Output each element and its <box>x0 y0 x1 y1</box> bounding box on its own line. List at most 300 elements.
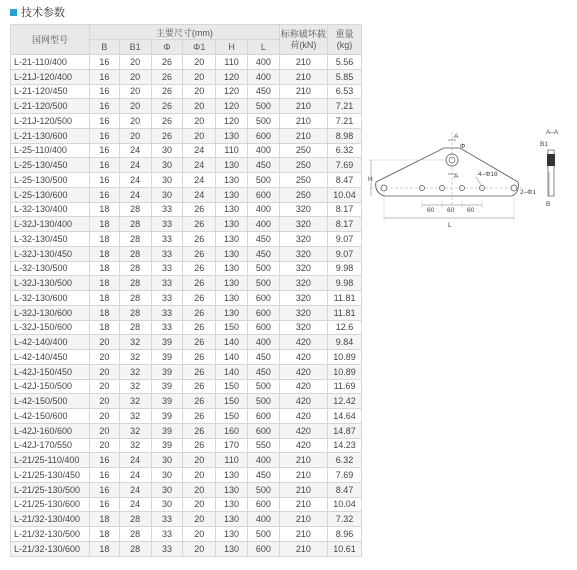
table-cell: 210 <box>279 69 327 84</box>
table-cell: 20 <box>183 482 216 497</box>
table-cell: 24 <box>119 173 151 188</box>
table-cell: 26 <box>151 128 183 143</box>
table-cell: 9.07 <box>328 246 362 261</box>
table-cell: 30 <box>151 143 183 158</box>
table-cell: 7.32 <box>328 512 362 527</box>
table-row <box>11 335 362 350</box>
table-cell: 7.21 <box>328 99 362 114</box>
table-cell: 33 <box>151 246 183 261</box>
table-cell: 20 <box>119 128 151 143</box>
table-cell: 400 <box>247 143 279 158</box>
table-cell: 210 <box>279 128 327 143</box>
table-cell: 210 <box>279 497 327 512</box>
table-cell: 20 <box>183 453 216 468</box>
section-view-hub <box>547 154 555 166</box>
table-cell: 20 <box>90 350 120 365</box>
header-dim-b: B <box>90 40 120 55</box>
table-cell: 20 <box>183 84 216 99</box>
table-cell: 20 <box>90 423 120 438</box>
table-cell: 26 <box>183 232 216 247</box>
table-cell: 500 <box>247 99 279 114</box>
table-cell: 450 <box>247 232 279 247</box>
table-cell: 20 <box>183 527 216 542</box>
table-cell: 9.98 <box>328 276 362 291</box>
table-cell: 20 <box>119 114 151 129</box>
cell-model: L-32-130/500 <box>11 261 90 276</box>
table-cell: 400 <box>247 69 279 84</box>
table-row <box>11 99 362 114</box>
cell-model: L-32J-130/600 <box>11 305 90 320</box>
table-row <box>11 276 362 291</box>
table-row <box>11 187 362 202</box>
table-cell: 18 <box>90 512 120 527</box>
table-cell: 9.84 <box>328 335 362 350</box>
table-cell: 30 <box>151 453 183 468</box>
table-cell: 24 <box>119 497 151 512</box>
table-row <box>11 497 362 512</box>
table-cell: 8.17 <box>328 217 362 232</box>
cell-model: L-25-130/450 <box>11 158 90 173</box>
table-cell: 420 <box>279 364 327 379</box>
table-row <box>11 158 362 173</box>
table-cell: 24 <box>183 173 216 188</box>
table-cell: 18 <box>90 246 120 261</box>
table-cell: 14.64 <box>328 409 362 424</box>
table-cell: 33 <box>151 512 183 527</box>
table-cell: 26 <box>183 217 216 232</box>
table-cell: 210 <box>279 468 327 483</box>
table-cell: 130 <box>216 482 248 497</box>
table-cell: 28 <box>119 527 151 542</box>
table-cell: 26 <box>183 350 216 365</box>
table-cell: 210 <box>279 527 327 542</box>
table-cell: 26 <box>183 320 216 335</box>
table-cell: 20 <box>183 128 216 143</box>
table-cell: 130 <box>216 158 248 173</box>
table-cell: 210 <box>279 84 327 99</box>
table-cell: 30 <box>151 468 183 483</box>
table-cell: 32 <box>119 350 151 365</box>
cell-model: L-21/25-130/450 <box>11 468 90 483</box>
table-cell: 600 <box>247 409 279 424</box>
table-cell: 450 <box>247 158 279 173</box>
table-row <box>11 55 362 70</box>
header-model: 国网型号 <box>11 25 90 55</box>
table-cell: 18 <box>90 541 120 556</box>
table-cell: 140 <box>216 364 248 379</box>
table-cell: 24 <box>119 143 151 158</box>
cell-model: L-21J-120/500 <box>11 114 90 129</box>
table-cell: 400 <box>247 453 279 468</box>
section-title: 技术参数 <box>21 7 65 19</box>
table-cell: 39 <box>151 409 183 424</box>
header-dim-l: L <box>247 40 279 55</box>
table-cell: 16 <box>90 173 120 188</box>
table-row <box>11 246 362 261</box>
table-cell: 420 <box>279 394 327 409</box>
table-cell: 20 <box>90 335 120 350</box>
table-cell: 11.69 <box>328 379 362 394</box>
table-cell: 8.98 <box>328 128 362 143</box>
table-cell: 16 <box>90 482 120 497</box>
table-cell: 10.04 <box>328 187 362 202</box>
table-cell: 420 <box>279 423 327 438</box>
table-row <box>11 305 362 320</box>
table-cell: 20 <box>183 468 216 483</box>
table-cell: 39 <box>151 350 183 365</box>
table-cell: 20 <box>183 512 216 527</box>
spacing-label-1: 60 <box>427 207 435 214</box>
table-cell: 600 <box>247 497 279 512</box>
table-cell: 130 <box>216 468 248 483</box>
table-cell: 16 <box>90 69 120 84</box>
table-cell: 28 <box>119 512 151 527</box>
table-cell: 250 <box>279 173 327 188</box>
table-cell: 10.89 <box>328 364 362 379</box>
table-cell: 28 <box>119 246 151 261</box>
table-cell: 20 <box>119 99 151 114</box>
table-cell: 30 <box>151 482 183 497</box>
table-cell: 250 <box>279 143 327 158</box>
cell-model: L-21-110/400 <box>11 55 90 70</box>
table-cell: 18 <box>90 202 120 217</box>
table-cell: 28 <box>119 291 151 306</box>
table-cell: 39 <box>151 394 183 409</box>
table-cell: 130 <box>216 187 248 202</box>
table-cell: 120 <box>216 114 248 129</box>
table-cell: 210 <box>279 55 327 70</box>
table-row <box>11 69 362 84</box>
cell-model: L-21-120/450 <box>11 84 90 99</box>
table-cell: 420 <box>279 350 327 365</box>
table-cell: 20 <box>183 69 216 84</box>
table-cell: 6.53 <box>328 84 362 99</box>
table-cell: 26 <box>183 409 216 424</box>
cell-model: L-21/25-130/600 <box>11 497 90 512</box>
table-cell: 130 <box>216 276 248 291</box>
table-cell: 18 <box>90 232 120 247</box>
cell-model: L-42J-150/450 <box>11 364 90 379</box>
cell-model: L-21/32-130/500 <box>11 527 90 542</box>
table-cell: 26 <box>183 276 216 291</box>
table-cell: 400 <box>247 217 279 232</box>
table-cell: 28 <box>119 276 151 291</box>
table-cell: 18 <box>90 217 120 232</box>
table-cell: 33 <box>151 232 183 247</box>
table-cell: 28 <box>119 261 151 276</box>
table-cell: 39 <box>151 438 183 453</box>
table-cell: 110 <box>216 453 248 468</box>
cell-model: L-21/25-130/500 <box>11 482 90 497</box>
table-cell: 110 <box>216 143 248 158</box>
label-holes-leader <box>476 177 481 185</box>
table-cell: 39 <box>151 423 183 438</box>
table-row <box>11 84 362 99</box>
table-cell: 6.32 <box>328 453 362 468</box>
table-cell: 18 <box>90 276 120 291</box>
table-cell: 110 <box>216 55 248 70</box>
table-cell: 130 <box>216 173 248 188</box>
table-cell: 20 <box>90 409 120 424</box>
table-cell: 33 <box>151 217 183 232</box>
header-dims-group: 主要尺寸(mm) <box>90 25 280 40</box>
table-cell: 39 <box>151 335 183 350</box>
section-marker-icon <box>10 9 17 16</box>
table-cell: 20 <box>183 114 216 129</box>
label-h: H <box>368 176 373 183</box>
table-cell: 20 <box>183 497 216 512</box>
label-holes: 4–Φ18 <box>478 171 498 178</box>
cell-model: L-21J-120/400 <box>11 69 90 84</box>
table-cell: 8.17 <box>328 202 362 217</box>
table-cell: 20 <box>119 69 151 84</box>
table-cell: 28 <box>119 202 151 217</box>
table-cell: 130 <box>216 217 248 232</box>
spec-table <box>10 24 362 557</box>
table-row <box>11 320 362 335</box>
table-cell: 130 <box>216 261 248 276</box>
table-cell: 26 <box>183 335 216 350</box>
table-cell: 320 <box>279 217 327 232</box>
table-cell: 33 <box>151 291 183 306</box>
table-cell: 32 <box>119 335 151 350</box>
table-cell: 20 <box>119 84 151 99</box>
table-cell: 14.23 <box>328 438 362 453</box>
label-a-top: A <box>454 133 459 140</box>
table-cell: 320 <box>279 305 327 320</box>
spec-table-body <box>11 55 362 557</box>
table-cell: 26 <box>151 69 183 84</box>
table-cell: 33 <box>151 320 183 335</box>
table-cell: 130 <box>216 128 248 143</box>
table-cell: 26 <box>183 261 216 276</box>
section-view-label: A–A <box>546 129 559 136</box>
table-cell: 250 <box>279 187 327 202</box>
table-row <box>11 143 362 158</box>
table-cell: 210 <box>279 512 327 527</box>
label-a-bottom: A <box>454 173 459 180</box>
table-cell: 250 <box>279 158 327 173</box>
table-cell: 210 <box>279 453 327 468</box>
header-load: 标称破坏载荷(kN) <box>279 25 327 55</box>
table-cell: 20 <box>90 364 120 379</box>
header-dim-phi1: Φ1 <box>183 40 216 55</box>
table-cell: 26 <box>183 291 216 306</box>
cell-model: L-32-130/600 <box>11 291 90 306</box>
table-cell: 7.21 <box>328 114 362 129</box>
table-cell: 210 <box>279 541 327 556</box>
table-cell: 28 <box>119 305 151 320</box>
table-cell: 450 <box>247 246 279 261</box>
table-cell: 210 <box>279 482 327 497</box>
table-row <box>11 202 362 217</box>
label-b: B <box>546 201 551 208</box>
cell-model: L-25-110/400 <box>11 143 90 158</box>
table-cell: 150 <box>216 379 248 394</box>
cell-model: L-42J-150/500 <box>11 379 90 394</box>
table-cell: 12.42 <box>328 394 362 409</box>
cell-model: L-21/25-110/400 <box>11 453 90 468</box>
table-cell: 8.47 <box>328 173 362 188</box>
table-row <box>11 232 362 247</box>
table-cell: 32 <box>119 423 151 438</box>
table-cell: 150 <box>216 394 248 409</box>
table-cell: 600 <box>247 128 279 143</box>
table-cell: 150 <box>216 320 248 335</box>
table-cell: 24 <box>119 187 151 202</box>
table-cell: 9.98 <box>328 261 362 276</box>
table-cell: 600 <box>247 423 279 438</box>
table-cell: 10.89 <box>328 350 362 365</box>
table-cell: 14.87 <box>328 423 362 438</box>
cell-model: L-32J-130/450 <box>11 246 90 261</box>
table-cell: 16 <box>90 468 120 483</box>
table-cell: 210 <box>279 99 327 114</box>
table-cell: 26 <box>183 423 216 438</box>
table-row <box>11 394 362 409</box>
table-cell: 120 <box>216 69 248 84</box>
table-cell: 130 <box>216 291 248 306</box>
table-cell: 33 <box>151 202 183 217</box>
table-cell: 130 <box>216 497 248 512</box>
table-cell: 130 <box>216 305 248 320</box>
table-cell: 5.56 <box>328 55 362 70</box>
header-weight: 重量(kg) <box>328 25 362 55</box>
spacing-label-2: 60 <box>447 207 455 214</box>
table-cell: 16 <box>90 114 120 129</box>
table-cell: 400 <box>247 512 279 527</box>
table-cell: 10.04 <box>328 497 362 512</box>
table-cell: 30 <box>151 173 183 188</box>
table-cell: 600 <box>247 305 279 320</box>
table-cell: 16 <box>90 84 120 99</box>
table-row <box>11 350 362 365</box>
table-cell: 16 <box>90 497 120 512</box>
table-cell: 5.85 <box>328 69 362 84</box>
table-cell: 28 <box>119 232 151 247</box>
table-cell: 130 <box>216 527 248 542</box>
table-row <box>11 291 362 306</box>
table-cell: 28 <box>119 217 151 232</box>
table-cell: 28 <box>119 320 151 335</box>
table-cell: 33 <box>151 261 183 276</box>
table-cell: 500 <box>247 114 279 129</box>
cell-model: L-25-130/500 <box>11 173 90 188</box>
table-cell: 24 <box>119 468 151 483</box>
table-row <box>11 423 362 438</box>
table-cell: 600 <box>247 320 279 335</box>
label-l: L <box>448 222 452 229</box>
table-cell: 400 <box>247 335 279 350</box>
table-cell: 24 <box>119 158 151 173</box>
table-cell: 450 <box>247 468 279 483</box>
table-row <box>11 453 362 468</box>
table-row <box>11 173 362 188</box>
table-row <box>11 379 362 394</box>
table-cell: 26 <box>183 379 216 394</box>
table-cell: 500 <box>247 261 279 276</box>
table-cell: 16 <box>90 99 120 114</box>
cell-model: L-42-140/400 <box>11 335 90 350</box>
table-cell: 600 <box>247 541 279 556</box>
table-cell: 320 <box>279 261 327 276</box>
table-cell: 420 <box>279 409 327 424</box>
table-cell: 550 <box>247 438 279 453</box>
table-cell: 500 <box>247 482 279 497</box>
table-cell: 120 <box>216 84 248 99</box>
table-cell: 30 <box>151 497 183 512</box>
table-cell: 9.07 <box>328 232 362 247</box>
table-row <box>11 482 362 497</box>
table-cell: 210 <box>279 114 327 129</box>
table-cell: 130 <box>216 202 248 217</box>
table-cell: 20 <box>90 379 120 394</box>
table-cell: 18 <box>90 305 120 320</box>
table-cell: 32 <box>119 438 151 453</box>
table-cell: 500 <box>247 173 279 188</box>
cell-model: L-42J-170/550 <box>11 438 90 453</box>
table-cell: 24 <box>119 453 151 468</box>
table-cell: 600 <box>247 291 279 306</box>
table-cell: 12.6 <box>328 320 362 335</box>
table-cell: 16 <box>90 158 120 173</box>
cell-model: L-21-130/600 <box>11 128 90 143</box>
table-cell: 39 <box>151 379 183 394</box>
section-header <box>10 4 65 20</box>
table-cell: 24 <box>183 187 216 202</box>
table-row <box>11 468 362 483</box>
table-cell: 39 <box>151 364 183 379</box>
table-cell: 33 <box>151 541 183 556</box>
table-cell: 18 <box>90 291 120 306</box>
table-cell: 320 <box>279 291 327 306</box>
header-dim-h: H <box>216 40 248 55</box>
cell-model: L-32J-130/500 <box>11 276 90 291</box>
table-cell: 450 <box>247 350 279 365</box>
table-row <box>11 512 362 527</box>
table-cell: 400 <box>247 55 279 70</box>
header-dim-phi: Φ <box>151 40 183 55</box>
table-cell: 24 <box>119 482 151 497</box>
cell-model: L-21/32-130/400 <box>11 512 90 527</box>
table-cell: 33 <box>151 305 183 320</box>
table-cell: 160 <box>216 423 248 438</box>
table-cell: 26 <box>183 438 216 453</box>
table-cell: 500 <box>247 379 279 394</box>
table-cell: 16 <box>90 453 120 468</box>
cell-model: L-25-130/600 <box>11 187 90 202</box>
table-cell: 130 <box>216 541 248 556</box>
table-row <box>11 364 362 379</box>
table-cell: 20 <box>183 99 216 114</box>
table-cell: 26 <box>151 114 183 129</box>
table-cell: 7.69 <box>328 158 362 173</box>
table-cell: 18 <box>90 320 120 335</box>
table-cell: 32 <box>119 409 151 424</box>
table-row <box>11 128 362 143</box>
table-cell: 450 <box>247 364 279 379</box>
table-cell: 32 <box>119 379 151 394</box>
table-cell: 7.69 <box>328 468 362 483</box>
table-cell: 16 <box>90 187 120 202</box>
table-cell: 26 <box>183 364 216 379</box>
table-cell: 320 <box>279 232 327 247</box>
table-cell: 8.96 <box>328 527 362 542</box>
table-cell: 320 <box>279 276 327 291</box>
table-cell: 11.81 <box>328 291 362 306</box>
table-cell: 30 <box>151 187 183 202</box>
table-cell: 130 <box>216 232 248 247</box>
